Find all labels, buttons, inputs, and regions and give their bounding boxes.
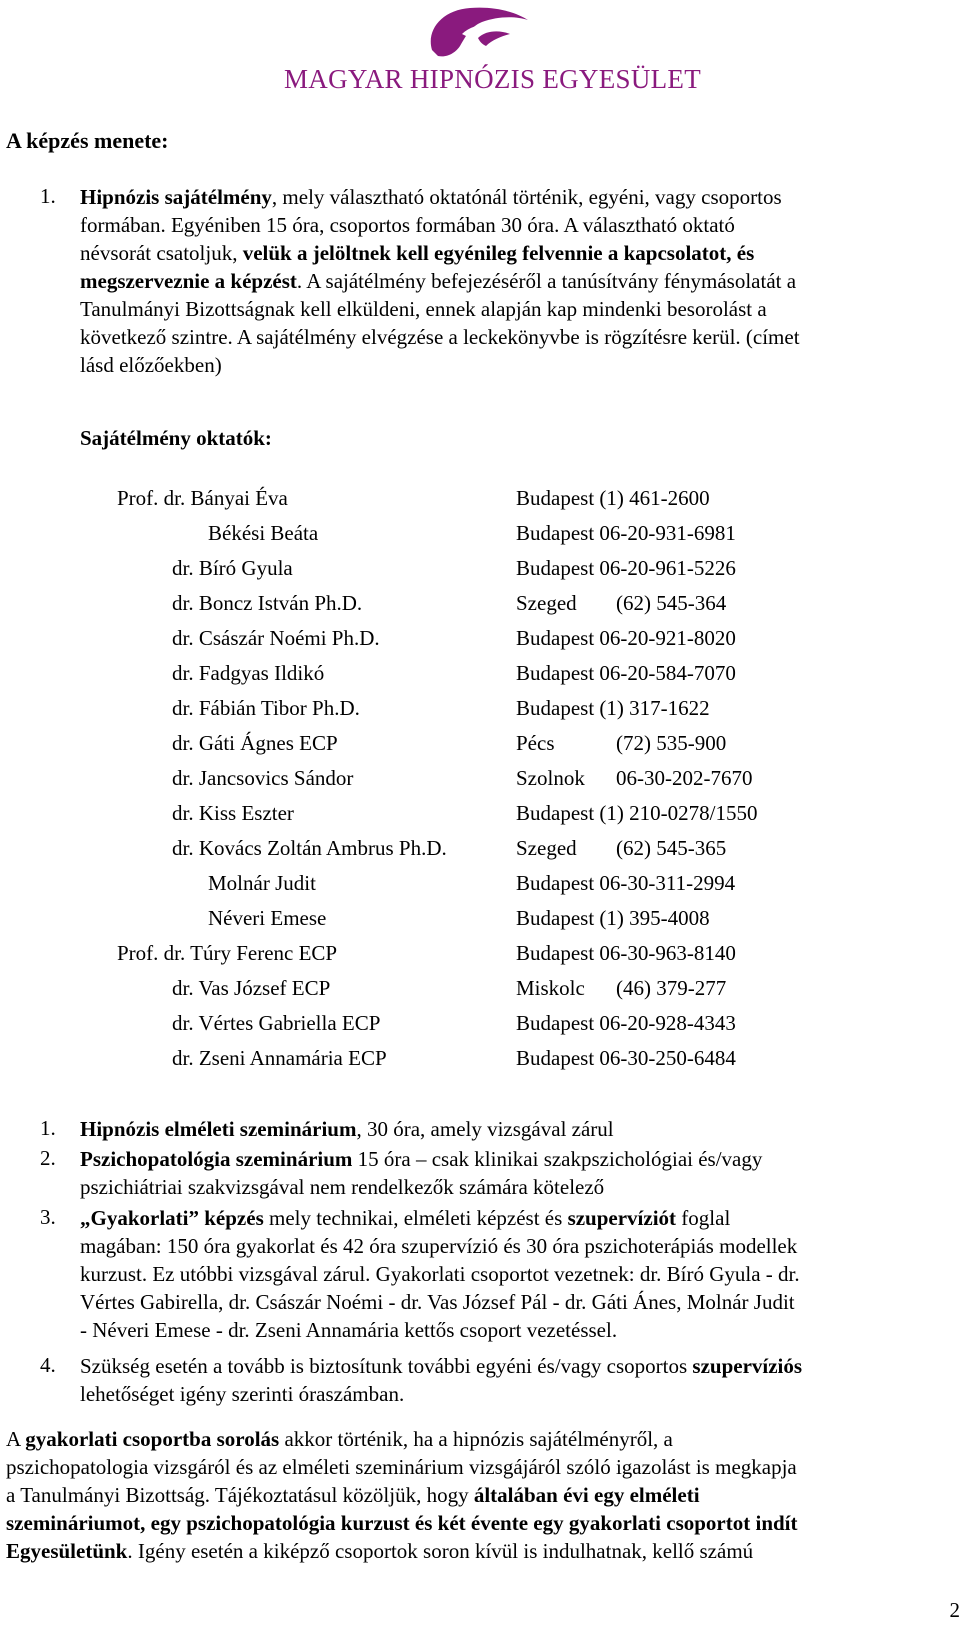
instructor-name: dr. Gáti Ágnes ECP	[172, 731, 338, 755]
page-title: A képzés menete:	[6, 128, 169, 153]
instructor-contact: Budapest 06-20-931-6981	[516, 521, 736, 545]
instructor-name: dr. Fadgyas Ildikó	[172, 661, 325, 685]
list-number: 3.	[40, 1205, 56, 1229]
instructor-contact: Budapest 06-30-311-2994	[516, 871, 736, 895]
bold-text: Pszichopatológia szeminárium	[80, 1147, 353, 1171]
text-line	[80, 183, 940, 211]
instructor-name: dr. Császár Noémi Ph.D.	[172, 626, 380, 650]
instructor-contact: Budapest 06-20-584-7070	[516, 661, 736, 685]
text: névsorát csatoljuk,	[80, 241, 243, 265]
instructor-contact: Budapest 06-30-250-6484	[516, 1046, 736, 1070]
instructor-name: dr. Boncz István Ph.D.	[172, 591, 363, 615]
text-line	[80, 1352, 940, 1380]
text-line	[6, 1425, 956, 1453]
text-line	[6, 1481, 956, 1509]
bold-text: általában évi egy elméleti	[473, 1483, 700, 1507]
text-line: pszichopatologia vizsgáról és az elméleti szeminárium vizsgájáról szóló igazolást is megkapja	[6, 1455, 797, 1479]
instructor-city: Miskolc	[516, 976, 585, 1000]
instructor-phone: 06-30-202-7670	[616, 766, 753, 790]
bold-text: „Gyakorlati” képzés	[80, 1206, 264, 1230]
instructor-city: Szolnok	[516, 766, 585, 790]
instructor-contact: Budapest (1) 461-2600	[516, 486, 710, 510]
header-logo	[260, 0, 700, 100]
text-line	[6, 1537, 956, 1565]
instructor-name: Néveri Emese	[208, 906, 327, 930]
text: akkor történik, ha a hipnózis sajátélményről, a	[279, 1427, 673, 1451]
list-number: 4.	[40, 1353, 56, 1377]
text-line	[80, 1204, 940, 1232]
text-line: pszichiátriai szakvizsgával nem rendelkezők számára kötelező	[80, 1175, 605, 1199]
instructor-contact: Budapest 06-20-921-8020	[516, 626, 736, 650]
instructor-contact: Budapest 06-30-963-8140	[516, 941, 736, 965]
instructor-contact: Budapest (1) 210-0278/1550	[516, 801, 758, 825]
bold-text: szupervíziós	[692, 1354, 803, 1378]
instructor-phone: (46) 379-277	[616, 976, 727, 1000]
text-line: formában. Egyéniben 15 óra, csoportos formában 30 óra. A választható oktató	[80, 213, 735, 237]
instructor-name: dr. Kiss Eszter	[172, 801, 294, 825]
instructor-name: Prof. dr. Túry Ferenc ECP	[117, 941, 338, 965]
list-item	[80, 1145, 940, 1201]
item1-paragraph	[80, 183, 940, 379]
instructor-phone: (62) 545-364	[616, 591, 727, 615]
instructor-contact: Budapest 06-20-928-4343	[516, 1011, 736, 1035]
logo-text: MAGYAR HIPNÓZIS EGYESÜLET	[284, 64, 701, 94]
instructor-city: Pécs	[516, 731, 555, 755]
text-line: lásd előzőekben)	[80, 353, 222, 377]
list-item	[80, 1204, 940, 1344]
instructor-name: Békési Beáta	[208, 521, 319, 545]
text-line: következő szintre. A sajátélmény elvégzése a leckekönyvbe is rögzítésre kerül. (címet	[80, 325, 800, 349]
instructor-contact: Budapest 06-20-961-5226	[516, 556, 736, 580]
text-line	[6, 1509, 956, 1537]
bold-text: Hipnózis sajátélmény	[80, 185, 272, 209]
text-line	[80, 267, 940, 295]
instructor-name: dr. Vas József ECP	[172, 976, 331, 1000]
text-line	[80, 239, 940, 267]
instructor-phone: (62) 545-365	[616, 836, 727, 860]
instructor-name: dr. Vértes Gabriella ECP	[172, 1011, 381, 1035]
instructor-name: Prof. dr. Bányai Éva	[117, 486, 288, 510]
text-line: Vértes Gabirella, dr. Császár Noémi - dr. Vas József Pál - dr. Gáti Ánes, Molnár Judit	[80, 1290, 795, 1314]
instructor-name: dr. Fábián Tibor Ph.D.	[172, 696, 360, 720]
text: 15 óra – csak klinikai szakpszichológiai és/vagy	[352, 1147, 763, 1171]
bold-text: szupervíziót	[567, 1206, 677, 1230]
text: mely technikai, elméleti képzést és	[263, 1206, 568, 1230]
list-number: 2.	[40, 1146, 56, 1170]
text: , mely választható oktatónál történik, egyéni, vagy csoportos	[271, 185, 782, 209]
bold-text: szemináriumot, egy pszichopatológia kurzust és két évente egy gyakorlati csoportot indít	[6, 1511, 798, 1535]
list-item	[80, 1115, 614, 1143]
text: A	[6, 1427, 26, 1451]
instructor-name: dr. Jancsovics Sándor	[172, 766, 354, 790]
bold-text: velük a jelöltnek kell egyénileg felvennie a kapcsolatot, és	[242, 241, 755, 265]
text-line	[80, 1145, 940, 1173]
instructors-heading: Sajátélmény oktatók:	[80, 426, 272, 450]
text: Szükség esetén a tovább is biztosítunk további egyéni és/vagy csoportos	[80, 1354, 693, 1378]
closing-paragraph	[6, 1425, 956, 1565]
instructor-city: Szeged	[516, 591, 577, 615]
text: , 30 óra, amely vizsgával zárul	[356, 1117, 614, 1141]
instructor-name: Molnár Judit	[208, 871, 316, 895]
instructor-contact: Budapest (1) 395-4008	[516, 906, 710, 930]
instructor-phone: (72) 535-900	[616, 731, 727, 755]
instructor-name: dr. Bíró Gyula	[172, 556, 293, 580]
page-number: 2	[949, 1598, 960, 1622]
list-number: 1.	[40, 1116, 56, 1140]
list-item	[80, 1352, 940, 1408]
text: . Igény esetén a kiképző csoportok soron kívül is indulhatnak, kellő számú	[127, 1539, 754, 1563]
text-line: kurzust. Ez utóbbi vizsgával zárul. Gyakorlati csoportot vezetnek: dr. Bíró Gyula - dr.	[80, 1262, 800, 1286]
text-line: lehetőséget igény szerinti óraszámban.	[80, 1382, 405, 1406]
list-number: 1.	[40, 184, 56, 208]
text-line: magában: 150 óra gyakorlat és 42 óra szupervízió és 30 óra pszichoterápiás modellek	[80, 1234, 798, 1258]
bold-text: Egyesületünk	[6, 1539, 128, 1563]
bold-text: megszerveznie a képzést	[80, 269, 297, 293]
bold-text: Hipnózis elméleti szeminárium	[80, 1117, 357, 1141]
stylized-head-swirl-icon	[420, 0, 540, 62]
instructor-name: dr. Kovács Zoltán Ambrus Ph.D.	[172, 836, 447, 860]
text-line: - Néveri Emese - dr. Zseni Annamária kettős csoport vezetéssel.	[80, 1318, 618, 1342]
text: foglal	[676, 1206, 731, 1230]
instructor-city: Szeged	[516, 836, 577, 860]
instructor-name: dr. Zseni Annamária ECP	[172, 1046, 387, 1070]
text: . A sajátélmény befejezéséről a tanúsítvány fénymásolatát a	[296, 269, 797, 293]
text-line: Tanulmányi Bizottságnak kell elküldeni, ennek alapján kap mindenki besorolást a	[80, 297, 767, 321]
bold-text: gyakorlati csoportba sorolás	[25, 1427, 280, 1451]
text: a Tanulmányi Bizottság. Tájékoztatásul közöljük, hogy	[6, 1483, 474, 1507]
instructor-contact: Budapest (1) 317-1622	[516, 696, 710, 720]
